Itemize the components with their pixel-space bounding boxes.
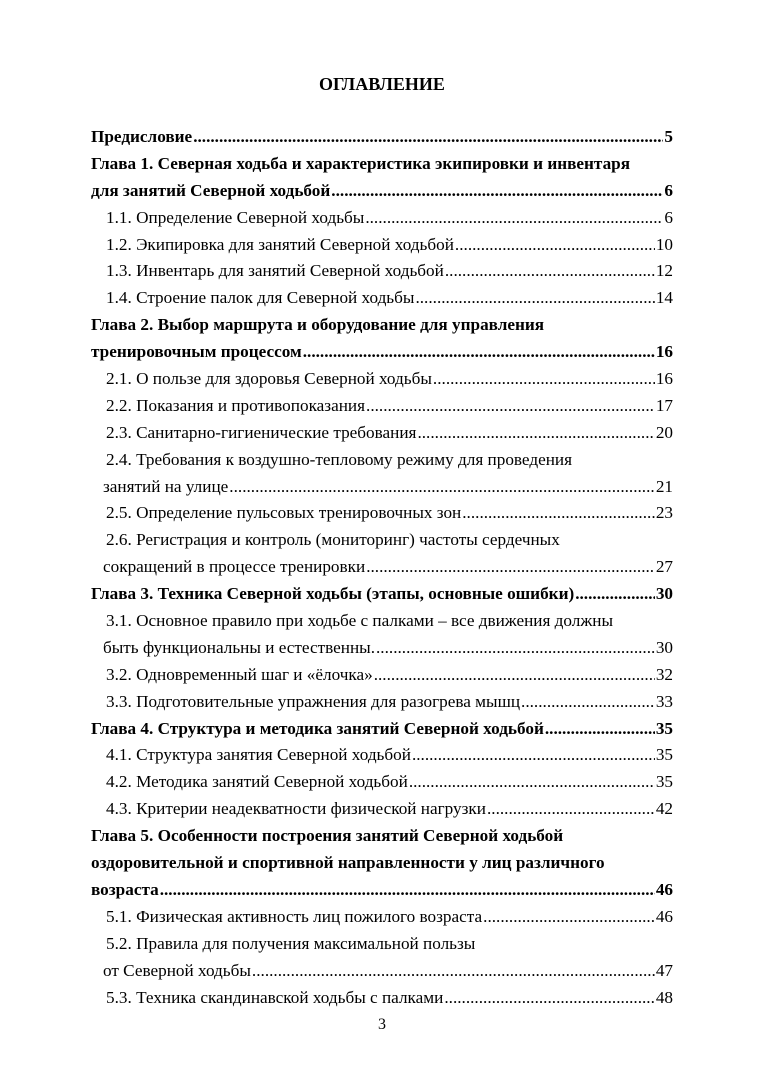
toc-entry-title: 2.1. О пользе для здоровья Северной ходьбы: [106, 369, 432, 389]
toc-section-1-2[interactable]: [91, 232, 673, 259]
toc-entry-page: 46: [655, 879, 673, 899]
dot-leader: [409, 769, 655, 796]
toc-entry-title: 2.6. Регистрация и контроль (мониторинг) частоты сердечных: [106, 530, 560, 550]
toc-chapter-5-line-2[interactable]: [91, 850, 673, 877]
toc-entry-title: Предисловие: [91, 127, 193, 146]
toc-entry-page: 21: [655, 476, 673, 496]
toc-entry-title: от Северной ходьбы: [103, 960, 251, 980]
table-of-contents: [91, 124, 673, 1011]
toc-entry-page: 32: [655, 664, 673, 684]
toc-entry-title: Глава 2. Выбор маршрута и оборудование для управления: [91, 315, 545, 335]
toc-entry-page: 47: [655, 960, 673, 980]
dot-leader: [417, 420, 654, 447]
toc-chapter-5-line-3[interactable]: [91, 877, 673, 904]
dot-leader: [462, 500, 655, 527]
toc-section-5-1[interactable]: [91, 904, 673, 931]
toc-section-3-2[interactable]: [91, 662, 673, 689]
page-number: 3: [378, 1016, 386, 1033]
toc-section-2-4-line-2[interactable]: [91, 474, 673, 501]
toc-chapter-4[interactable]: [91, 716, 673, 743]
toc-section-3-3[interactable]: [91, 689, 673, 716]
toc-entry-page: 30: [655, 637, 673, 657]
toc-entry-page: 48: [655, 987, 673, 1007]
toc-entry-page: 27: [655, 557, 673, 577]
dot-leader: [229, 474, 655, 501]
toc-entry-title: тренировочным процессом: [91, 342, 302, 362]
dot-leader: [415, 285, 654, 312]
toc-entry-title: 2.3. Санитарно-гигиенические требования: [106, 422, 417, 442]
toc-section-2-4-line-1[interactable]: [91, 447, 673, 474]
toc-section-1-1[interactable]: [91, 205, 673, 232]
dot-leader: [575, 581, 655, 608]
dot-leader: [433, 366, 655, 393]
toc-entry-title: 3.2. Одновременный шаг и «ёлочка»: [106, 664, 373, 684]
toc-entry-title: Глава 4. Структура и методика занятий Северной ходьбой: [91, 718, 544, 738]
toc-section-2-6-line-1[interactable]: [91, 527, 673, 554]
toc-entry-title: Глава 5. Особенности построения занятий Северной ходьбой: [91, 826, 564, 846]
toc-entry-page: 16: [655, 342, 673, 362]
toc-entry-title: возраста: [91, 879, 159, 899]
toc-entry-title: 1.2. Экипировка для занятий Северной ходьбой: [106, 234, 454, 254]
toc-entry-page: 6: [664, 180, 673, 200]
toc-entry-title: 2.5. Определение пульсовых тренировочных зон: [106, 503, 462, 523]
toc-entry-title: 2.4. Требования к воздушно-тепловому режиму для проведения: [106, 449, 573, 469]
toc-section-2-5[interactable]: [91, 500, 673, 527]
toc-chapter-5-line-1[interactable]: [91, 823, 673, 850]
toc-entry-title: 1.1. Определение Северной ходьбы: [106, 207, 365, 227]
toc-entry-title: 3.3. Подготовительные упражнения для разогрева мышц: [106, 691, 521, 711]
toc-entry-page: 42: [655, 799, 673, 819]
toc-entry-title: 5.3. Техника скандинавской ходьбы с палками: [106, 987, 444, 1007]
dot-leader: [483, 904, 655, 931]
toc-section-3-1-line-2[interactable]: [91, 635, 673, 662]
toc-entry-page: 33: [655, 691, 673, 711]
toc-entry-title: Глава 1. Северная ходьба и характеристика экипировки и инвентаря: [91, 153, 631, 173]
dot-leader: [521, 689, 655, 716]
dot-leader: [365, 205, 663, 232]
toc-section-3-1-line-1[interactable]: [91, 608, 673, 635]
toc-entry-title: 3.1. Основное правило при ходьбе с палками – все движения должны: [106, 611, 613, 631]
toc-entry-title: 1.4. Строение палок для Северной ходьбы: [106, 288, 415, 308]
dot-leader: [252, 958, 655, 985]
toc-section-2-1[interactable]: [91, 366, 673, 393]
toc-entry-title: 2.2. Показания и противопоказания: [106, 395, 366, 415]
toc-entry-page: 35: [655, 772, 673, 792]
toc-entry-page: 30: [655, 584, 673, 604]
toc-entry-title: 4.1. Структура занятия Северной ходьбой: [106, 745, 411, 765]
toc-entry-title: 5.2. Правила для получения максимальной пользы: [106, 933, 476, 953]
toc-entry-preface[interactable]: [91, 124, 673, 151]
toc-entry-title: быть функциональны и естественны.: [103, 637, 375, 657]
dot-leader: [444, 985, 654, 1012]
toc-section-5-2-line-1[interactable]: [91, 931, 673, 958]
toc-entry-page: 35: [655, 745, 673, 765]
toc-section-4-3[interactable]: [91, 796, 673, 823]
toc-entry-page: 16: [655, 369, 673, 389]
toc-entry-title: для занятий Северной ходьбой: [91, 180, 331, 200]
toc-chapter-3[interactable]: [91, 581, 673, 608]
toc-entry-page: 35: [655, 718, 673, 738]
dot-leader: [366, 554, 655, 581]
toc-section-5-2-line-2[interactable]: [91, 958, 673, 985]
dot-leader: [487, 796, 655, 823]
page-title: ОГЛАВЛЕНИЕ: [319, 74, 445, 94]
dot-leader: [366, 393, 655, 420]
toc-section-5-3[interactable]: [91, 985, 673, 1012]
toc-entry-title: 4.2. Методика занятий Северной ходьбой: [106, 772, 408, 792]
toc-entry-title: оздоровительной и спортивной направленности у лиц различного: [91, 853, 605, 873]
toc-entry-page: 14: [655, 288, 673, 308]
dot-leader: [445, 258, 655, 285]
toc-entry-title: сокращений в процессе тренировки: [103, 557, 366, 577]
toc-entry-page: 20: [655, 422, 673, 442]
toc-entry-page: 6: [664, 207, 673, 227]
dot-leader: [412, 742, 655, 769]
dot-leader: [160, 877, 655, 904]
toc-section-2-6-line-2[interactable]: [91, 554, 673, 581]
dot-leader: [374, 662, 655, 689]
toc-entry-title: Глава 3. Техника Северной ходьбы (этапы, основные ошибки): [91, 584, 575, 604]
dot-leader: [331, 178, 663, 205]
dot-leader: [455, 232, 655, 259]
toc-section-4-2[interactable]: [91, 769, 673, 796]
toc-section-1-3[interactable]: [91, 258, 673, 285]
toc-section-2-3[interactable]: [91, 420, 673, 447]
toc-chapter-2-line-1[interactable]: [91, 312, 673, 339]
toc-entry-page: 12: [655, 261, 673, 281]
toc-entry-page: 46: [655, 906, 673, 926]
toc-chapter-2-line-2[interactable]: [91, 339, 673, 366]
toc-entry-title: 4.3. Критерии неадекватности физической нагрузки: [106, 799, 486, 819]
toc-section-2-2[interactable]: [91, 393, 673, 420]
dot-leader: [193, 124, 663, 151]
toc-chapter-1-line-1[interactable]: [91, 151, 673, 178]
toc-section-1-4[interactable]: [91, 285, 673, 312]
dot-leader: [303, 339, 655, 366]
toc-chapter-1-line-2[interactable]: [91, 178, 673, 205]
dot-leader: [545, 716, 655, 743]
toc-entry-page: 10: [655, 234, 673, 254]
toc-section-4-1[interactable]: [91, 742, 673, 769]
dot-leader: [376, 635, 655, 662]
toc-entry-title: 5.1. Физическая активность лиц пожилого возраста: [106, 906, 483, 926]
toc-entry-page: 5: [664, 127, 673, 146]
toc-entry-title: занятий на улице: [103, 476, 229, 496]
toc-entry-page: 17: [655, 395, 673, 415]
toc-entry-title: 1.3. Инвентарь для занятий Северной ходьбой: [106, 261, 444, 281]
toc-entry-page: 23: [655, 503, 673, 523]
